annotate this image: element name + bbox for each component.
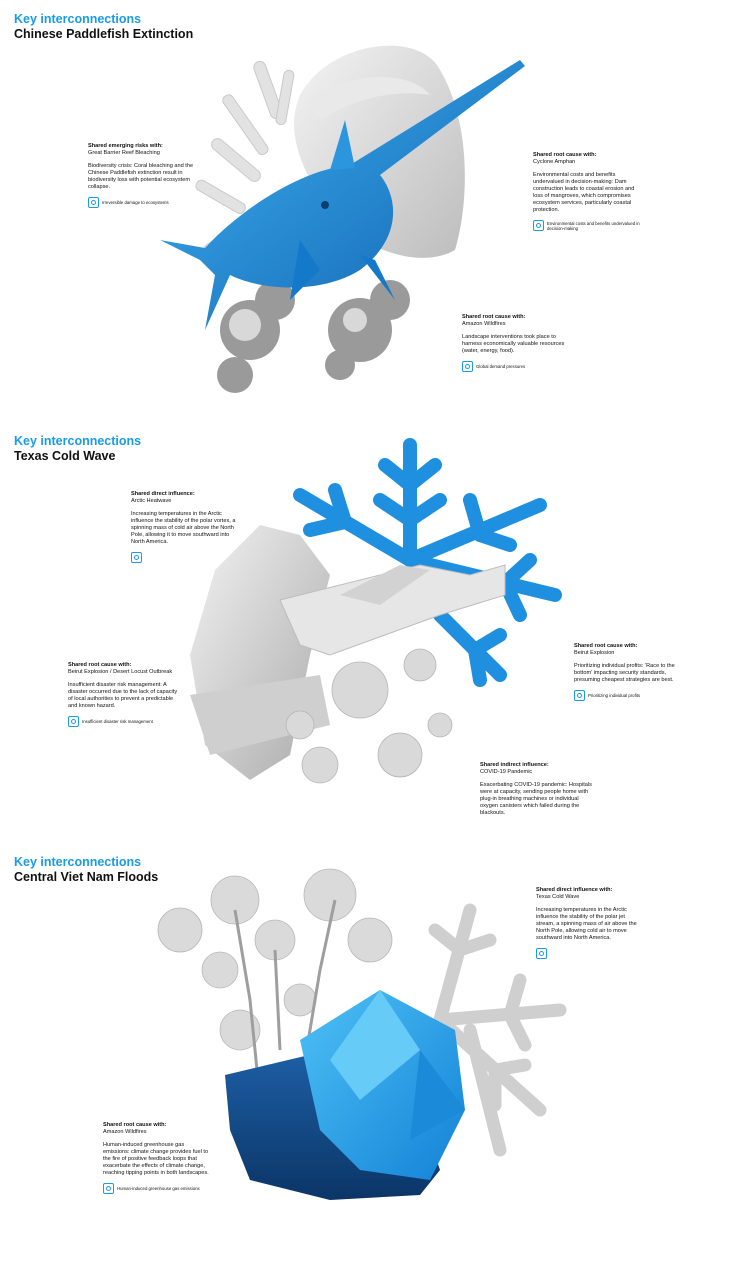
note-beirut-explosion: [574, 643, 684, 701]
note-target: Great Barrier Reef Bleaching: [88, 150, 160, 156]
note-tag: [574, 690, 684, 701]
note-tag-label: Environmental costs and benefits undervalued in decision-making: [547, 220, 640, 231]
note-target: Amazon Wildfires: [103, 1129, 147, 1135]
section-kicker: Key interconnections: [14, 434, 142, 448]
section-paddlefish: [0, 0, 750, 410]
undervalued-costs-icon: [533, 220, 544, 231]
note-tag: [103, 1183, 211, 1194]
snowflake-icon: [536, 948, 547, 959]
note-tag: [536, 948, 644, 959]
note-arctic-heatwave: [131, 491, 236, 563]
note-body: Increasing temperatures in the Arctic influence the stability of the polar vortex, a spinning mass of cold air above the North Pole, allowing it to move southward into North America.: [131, 511, 236, 545]
note-cyclone-amphan: [533, 152, 641, 231]
note-label: Shared root cause with:: [462, 314, 526, 320]
note-tag-label: Prioritizing individual profits: [588, 693, 641, 698]
note-tag-label: Insufficient disaster risk management: [82, 719, 153, 724]
note-label: Shared root cause with:: [68, 662, 132, 668]
note-target: Cyclone Amphan: [533, 159, 576, 165]
note-amazon-wildfires: [103, 1122, 211, 1194]
section-kicker: Key interconnections: [14, 12, 142, 26]
note-body: Environmental costs and benefits undervalued in decision-making: Dam construction leads to coastal erosion and loss of mangroves, which compromises ecosystem services, particularly coastal protection.: [533, 172, 635, 213]
note-desert-locust: [68, 662, 178, 727]
section-texas-cold-wave: [0, 425, 750, 845]
note-body: Biodiversity crisis: Coral bleaching and the Chinese Paddlefish extinction result in biodiversity loss with potential ecosystem collapse.: [88, 163, 194, 190]
individual-profits-icon: [574, 690, 585, 701]
section-title: Texas Cold Wave: [14, 449, 116, 463]
note-tag: [131, 552, 236, 563]
note-target: Arctic Heatwave: [131, 498, 172, 504]
note-tag: [533, 220, 641, 231]
note-tag: [68, 716, 178, 727]
note-body: Prioritizing individual profits: ‘Race to the bottom’ impacting security standards, presuming cheapest strategies are best.: [574, 663, 675, 683]
note-body: Increasing temperatures in the Arctic influence the stability of the polar jet stream, a spinning mass of air above the North Pole, allowing cold air to move southward into North America.: [536, 907, 637, 941]
note-target: Beirut Explosion / Desert Locust Outbreak: [68, 669, 173, 675]
texas-cold-wave-sculpture-illustration: [0, 425, 750, 845]
note-label: Shared direct influence with:: [536, 887, 613, 893]
note-label: Shared emerging risks with:: [88, 143, 163, 149]
note-target: Beirut Explosion: [574, 650, 615, 656]
note-label: Shared direct influence:: [131, 491, 195, 497]
section-kicker: Key interconnections: [14, 855, 142, 869]
note-reef-bleaching: [88, 143, 194, 208]
note-tag-label: Irreversible damage to ecosystems: [102, 200, 169, 205]
note-body: Landscape interventions took place to harness economically valuable resources (water, energy, food).: [462, 334, 565, 354]
section-viet-nam-floods: [0, 850, 750, 1266]
global-demand-icon: [462, 361, 473, 372]
ecosystem-damage-icon: [88, 197, 99, 208]
note-texas-cold-wave: [536, 887, 644, 959]
note-target: Amazon Wildfires: [462, 321, 506, 327]
note-target: Texas Cold Wave: [536, 894, 580, 900]
greenhouse-emissions-icon: [103, 1183, 114, 1194]
section-title: Central Viet Nam Floods: [14, 870, 159, 884]
snowflake-icon: [131, 552, 142, 563]
note-tag-label: Human-induced greenhouse gas emissions: [117, 1186, 200, 1191]
note-tag: [88, 197, 194, 208]
note-body: Insufficient disaster risk management: A disaster occurred due to the lack of capacity of local authorities to prevent a predictable and known hazard.: [68, 682, 178, 709]
note-label: Shared indirect influence:: [480, 762, 549, 768]
note-covid-19: [480, 762, 592, 817]
section-title: Chinese Paddlefish Extinction: [14, 27, 194, 41]
note-amazon-wildfires: [462, 314, 574, 372]
note-tag-label: Global demand pressures: [476, 364, 526, 369]
disaster-risk-icon: [68, 716, 79, 727]
note-label: Shared root cause with:: [533, 152, 597, 158]
note-label: Shared root cause with:: [103, 1122, 167, 1128]
note-target: COVID-19 Pandemic: [480, 769, 533, 775]
note-tag: [462, 361, 574, 372]
note-label: Shared root cause with:: [574, 643, 638, 649]
note-body: Human-induced greenhouse gas emissions: climate change provides fuel to the fire of positive feedback loops that exacerbate the effects of climate change, reaching tipping points in both landscapes.: [103, 1142, 209, 1176]
note-body: Exacerbating COVID-19 pandemic: Hospitals were at capacity, sending people home with plug-in breathing machines or individual oxygen canisters which failed during the blackouts.: [480, 782, 592, 816]
